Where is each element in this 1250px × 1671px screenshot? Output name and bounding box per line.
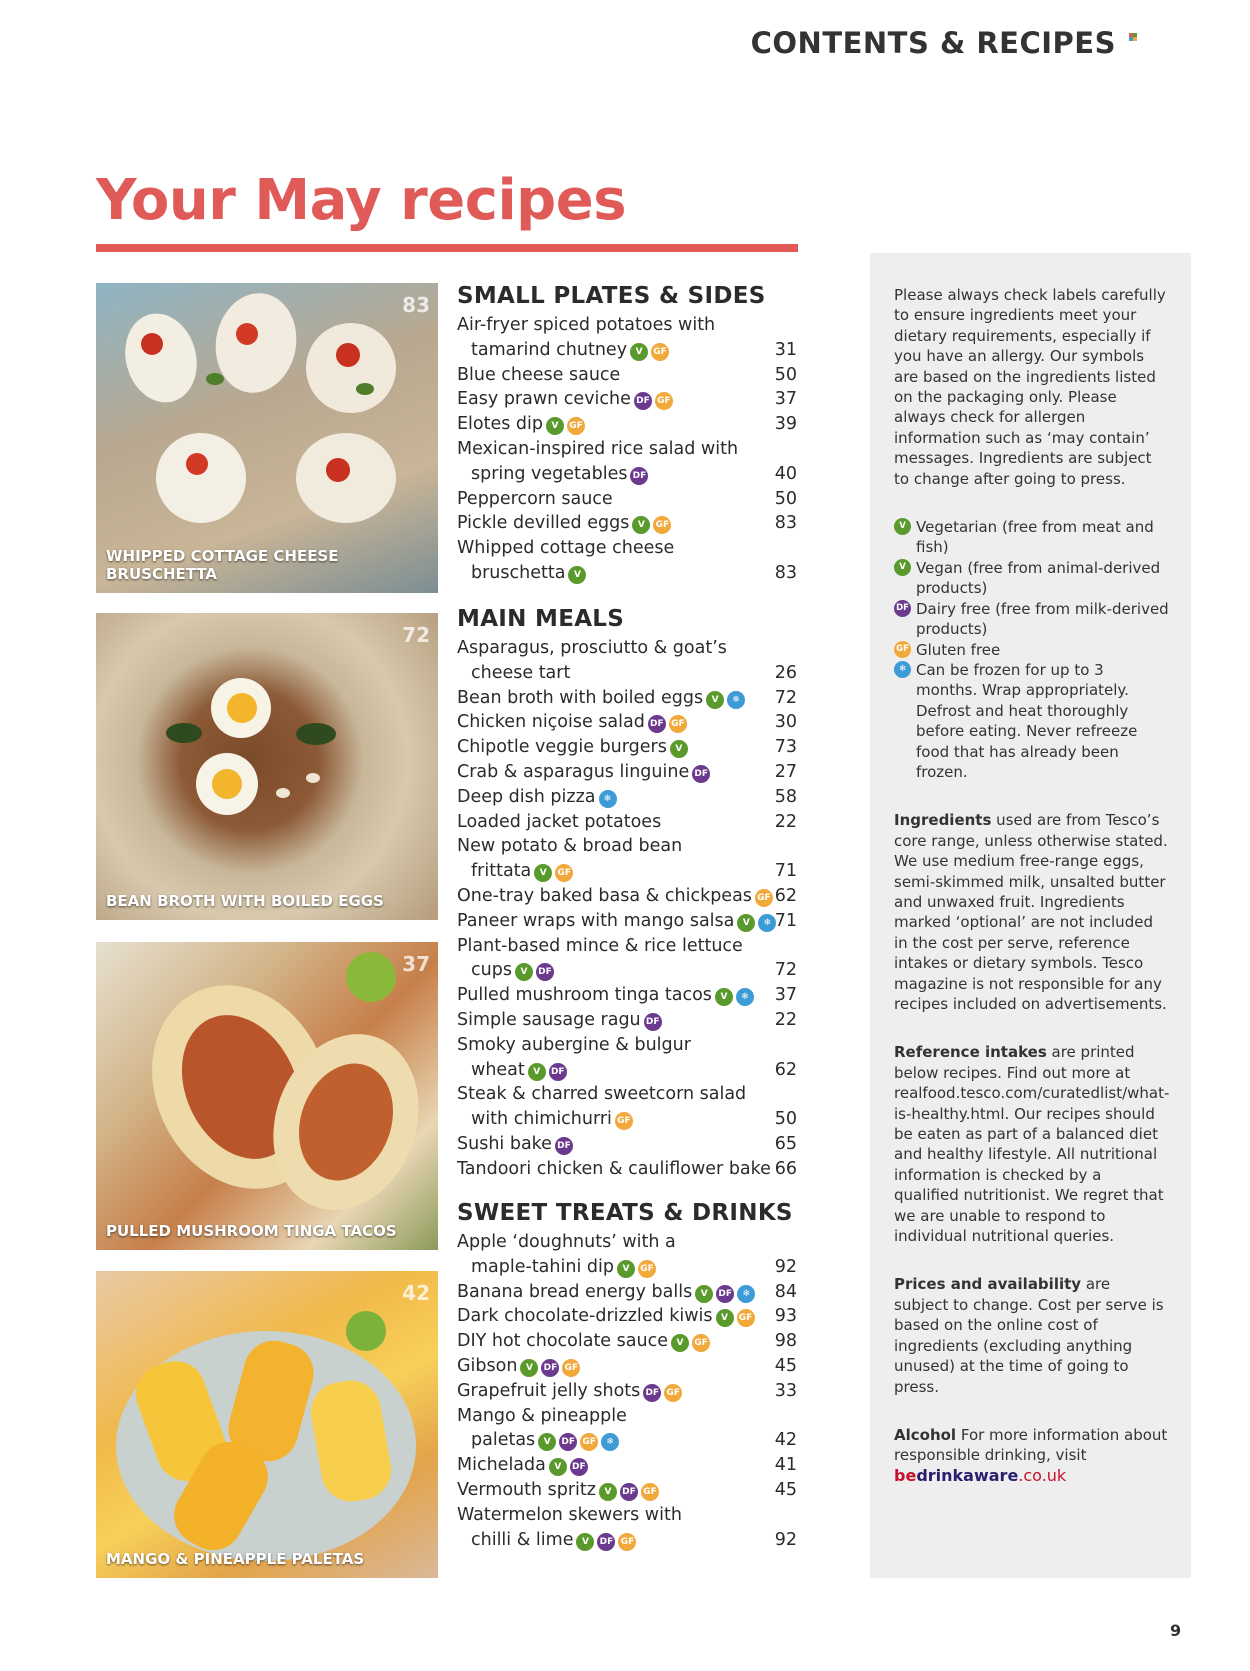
recipe-name: DIY hot chocolate sauce	[457, 1331, 668, 1352]
recipe-entry[interactable]	[457, 536, 797, 586]
dairy-free-icon: DF	[555, 1137, 573, 1155]
gluten-free-icon: GF	[737, 1309, 755, 1327]
gluten-free-icon: GF	[567, 417, 585, 435]
gluten-free-icon: GF	[655, 392, 673, 410]
recipe-page-number: 22	[774, 811, 797, 832]
gluten-free-icon: GF	[618, 1533, 636, 1551]
recipe-page-number: 92	[774, 1256, 797, 1277]
dairy-free-icon: DF	[630, 467, 648, 485]
recipe-entry[interactable]	[457, 785, 797, 810]
photo-paletas	[96, 1271, 438, 1578]
symbol-legend	[894, 517, 1169, 782]
recipe-name: Pickle devilled eggs	[457, 513, 630, 534]
recipe-page-number: 71	[774, 861, 797, 882]
recipe-page-number: 62	[774, 1059, 797, 1080]
recipe-page-number: 62	[774, 885, 797, 906]
vegetarian-icon: V	[670, 740, 688, 758]
recipe-name: Steak & charred sweetcorn salad	[457, 1084, 747, 1105]
recipe-entry[interactable]	[457, 363, 797, 388]
recipe-page-number: 37	[774, 389, 797, 410]
recipe-page-number: 33	[774, 1380, 797, 1401]
vegetarian-icon: V	[546, 417, 564, 435]
ingredients-heading: Ingredients	[894, 811, 992, 830]
dairy-free-icon: DF	[716, 1285, 734, 1303]
recipe-name: Tandoori chicken & cauliflower bake	[457, 1158, 771, 1179]
vegetarian-icon: V	[706, 691, 724, 709]
gluten-free-icon: GF	[669, 715, 687, 733]
section-heading: SMALL PLATES & SIDES	[457, 283, 766, 309]
recipe-name: Plant-based mince & rice lettuce	[457, 935, 743, 956]
alcohol-note	[894, 1425, 1169, 1466]
photo-tinga-tacos	[96, 942, 438, 1250]
info-sidebar	[870, 253, 1191, 1578]
recipe-page-number: 71	[774, 910, 797, 931]
alcohol-text: For more information about responsible drinking, visit	[894, 1425, 1168, 1465]
gluten-free-icon: GF	[664, 1384, 682, 1402]
dairy-free-icon: DF	[536, 963, 554, 981]
recipe-page-number: 84	[774, 1281, 797, 1302]
legend-text: Vegetarian (free from meat and fish)	[916, 518, 1154, 557]
vegetarian-icon: V	[715, 988, 733, 1006]
recipe-page-number: 73	[774, 737, 797, 758]
recipe-entry[interactable]	[457, 710, 797, 735]
recipe-entry[interactable]	[457, 1503, 797, 1553]
photo-bean-broth	[96, 613, 438, 920]
recipe-name: Bean broth with boiled eggs	[457, 687, 704, 708]
reference-intakes-note	[894, 1042, 1169, 1246]
drinkaware-domain: .co.uk	[1018, 1465, 1067, 1485]
section-heading: MAIN MEALS	[457, 606, 625, 632]
vegetarian-icon: V	[632, 516, 650, 534]
dairy-free-icon: DF	[644, 1013, 662, 1031]
recipe-name: Sushi bake	[457, 1133, 552, 1154]
photo-bruschetta	[96, 283, 438, 593]
recipe-entry[interactable]	[457, 1033, 797, 1083]
dairy-free-icon: DF	[648, 715, 666, 733]
recipe-name: Blue cheese sauce	[457, 364, 621, 385]
dairy-free-icon: DF	[692, 765, 710, 783]
recipe-page-number: 50	[774, 1109, 797, 1130]
recipe-name-cont: bruschetta	[471, 562, 566, 583]
recipe-entry[interactable]	[457, 437, 797, 487]
recipe-page-number: 40	[774, 463, 797, 484]
recipe-name: Vermouth spritz	[457, 1479, 596, 1500]
freezable-icon: ❄	[601, 1433, 619, 1451]
legend-row	[894, 660, 1169, 782]
gluten-free-icon: GF	[894, 641, 911, 658]
recipe-name-cont: chilli & lime	[471, 1529, 574, 1550]
recipe-page-number: 72	[774, 687, 797, 708]
recipe-name-cont: spring vegetables	[471, 463, 628, 484]
photo-page-number: 83	[402, 293, 430, 317]
recipe-entry[interactable]	[457, 686, 797, 711]
recipe-entry[interactable]	[457, 487, 797, 512]
recipe-name-cont: paletas	[471, 1430, 536, 1451]
recipe-name: Simple sausage ragu	[457, 1009, 641, 1030]
reference-heading: Reference intakes	[894, 1043, 1047, 1062]
recipe-page-number: 45	[774, 1355, 797, 1376]
recipe-page-number: 26	[774, 662, 797, 683]
alcohol-heading: Alcohol	[894, 1425, 957, 1444]
recipe-name: Smoky aubergine & bulgur	[457, 1034, 691, 1055]
recipe-name: Elotes dip	[457, 414, 544, 435]
recipe-entry[interactable]	[457, 313, 797, 363]
dairy-free-icon: DF	[894, 600, 911, 617]
legend-row	[894, 599, 1169, 640]
dairy-free-icon: DF	[541, 1359, 559, 1377]
legend-text: Dairy free (free from milk-derived products)	[916, 599, 1169, 639]
ingredients-note	[894, 810, 1169, 1014]
vegetarian-icon: V	[568, 566, 586, 584]
dairy-free-icon: DF	[549, 1063, 567, 1081]
legend-text: Gluten free	[916, 640, 1001, 659]
recipe-page-number: 22	[774, 1009, 797, 1030]
recipe-page-number: 45	[774, 1479, 797, 1500]
dairy-free-icon: DF	[643, 1384, 661, 1402]
recipe-name: Paneer wraps with mango salsa	[457, 910, 735, 931]
photo-page-number: 72	[402, 623, 430, 647]
recipe-entry[interactable]	[457, 1157, 797, 1182]
recipe-page-number: 39	[774, 414, 797, 435]
recipe-name: Crab & asparagus linguine	[457, 761, 690, 782]
recipe-page-number: 42	[774, 1430, 797, 1451]
vegetarian-icon: V	[520, 1359, 538, 1377]
recipe-name: Dark chocolate-drizzled kiwis	[457, 1306, 713, 1327]
gluten-free-icon: GF	[555, 864, 573, 882]
recipe-entry[interactable]	[457, 1379, 797, 1404]
recipe-entry[interactable]	[457, 884, 797, 909]
drinkaware-link[interactable]	[894, 1466, 1169, 1486]
page-header-title: CONTENTS & RECIPES	[750, 26, 1116, 60]
recipe-name: Michelada	[457, 1455, 546, 1476]
prices-text: are subject to change. Cost per serve is based on the online cost of ingredients (excluding anything unused) at the time of going to press.	[894, 1275, 1164, 1396]
recipe-entry[interactable]	[457, 810, 797, 835]
recipe-name-cont: cheese tart	[471, 662, 571, 683]
vegetarian-icon: V	[599, 1483, 617, 1501]
recipe-name: Deep dish pizza	[457, 786, 596, 807]
recipe-page-number: 41	[774, 1455, 797, 1476]
drinkaware-be: be	[894, 1465, 917, 1485]
recipe-entry[interactable]	[457, 1354, 797, 1379]
recipe-name: Banana bread energy balls	[457, 1281, 693, 1302]
recipe-page-number: 30	[774, 712, 797, 733]
legend-row	[894, 517, 1169, 558]
recipe-name: Chicken niçoise salad	[457, 712, 645, 733]
recipe-entry[interactable]	[457, 1329, 797, 1354]
section-main-meals	[457, 602, 797, 1182]
gluten-free-icon: GF	[651, 343, 669, 361]
gluten-free-icon: GF	[615, 1112, 633, 1130]
prices-note	[894, 1274, 1169, 1396]
recipe-name: One-tray baked basa & chickpeas	[457, 885, 752, 906]
recipe-name: Air-fryer spiced potatoes with	[457, 315, 716, 335]
recipe-entry[interactable]	[457, 1453, 797, 1478]
legend-text: Vegan (free from animal-derived products)	[916, 558, 1161, 598]
recipe-entry[interactable]	[457, 735, 797, 760]
dairy-free-icon: DF	[620, 1483, 638, 1501]
section-heading: SWEET TREATS & DRINKS	[457, 1200, 793, 1226]
legend-row	[894, 640, 1169, 660]
vegetarian-icon: V	[671, 1334, 689, 1352]
recipe-page-number: 50	[774, 364, 797, 385]
section-small-plates	[457, 279, 797, 586]
freezable-icon: ❄	[736, 988, 754, 1006]
recipe-name: New potato & broad bean	[457, 836, 683, 857]
recipe-page-number: 72	[774, 960, 797, 981]
dairy-free-icon: DF	[559, 1433, 577, 1451]
recipe-page-number: 93	[774, 1306, 797, 1327]
recipe-name: Apple ‘doughnuts’ with a	[457, 1232, 676, 1252]
recipe-page-number: 92	[774, 1529, 797, 1550]
freezable-icon: ❄	[727, 691, 745, 709]
drinkaware-name: drinkaware	[916, 1465, 1019, 1485]
recipe-name-cont: with chimichurri	[471, 1109, 612, 1130]
ingredients-text: used are from Tesco’s core range, unless otherwise stated. We use medium free-range eggs, semi-skimmed milk, unsalted butter and unwaxed fruit. Ingredients marked ‘optional’ are not included in the cost per serve, reference intakes or dietary symbols. Tesco magazine is not responsible for any recipes included on advertisements.	[894, 811, 1168, 1013]
vegetarian-icon: V	[534, 864, 552, 882]
recipe-entry[interactable]	[457, 1008, 797, 1033]
recipe-page-number: 31	[774, 339, 797, 360]
recipe-name: Watermelon skewers with	[457, 1504, 682, 1525]
photo-caption: MANGO & PINEAPPLE PALETAS	[106, 1550, 365, 1568]
recipe-page-number: 58	[774, 786, 797, 807]
legend-text: Can be frozen for up to 3 months. Wrap appropriately. Defrost and heat thoroughly before eating. Never refreeze food that has already been frozen.	[916, 660, 1138, 781]
recipe-name: Grapefruit jelly shots	[457, 1380, 641, 1401]
recipe-entry[interactable]	[457, 1230, 797, 1280]
recipe-name: Gibson	[457, 1355, 518, 1376]
vegetarian-icon: V	[716, 1309, 734, 1327]
check-labels-note: Please always check labels carefully to ensure ingredients meet your dietary requirements, especially if you have an allergy. Our symbols are based on the ingredients listed on the packaging only. Please always check for allergen information such as ‘may contain’ messages. Ingredients are subject to change after going to press.	[894, 286, 1166, 488]
recipe-name: Loaded jacket potatoes	[457, 811, 662, 832]
recipe-entry[interactable]	[457, 1280, 797, 1305]
recipe-entry[interactable]	[457, 760, 797, 785]
recipe-name: Chipotle veggie burgers	[457, 737, 667, 758]
vegetarian-icon: V	[695, 1285, 713, 1303]
freezable-icon: ❄	[894, 661, 911, 678]
recipe-entry[interactable]	[457, 387, 797, 412]
gluten-free-icon: GF	[562, 1359, 580, 1377]
recipe-entry[interactable]	[457, 1478, 797, 1503]
freezable-icon: ❄	[599, 790, 617, 808]
vegetarian-icon: V	[894, 518, 911, 535]
recipe-entry[interactable]	[457, 1132, 797, 1157]
recipe-entry[interactable]	[457, 983, 797, 1008]
gluten-free-icon: GF	[641, 1483, 659, 1501]
recipe-name: Mexican-inspired rice salad with	[457, 438, 739, 459]
recipe-name-cont: tamarind chutney	[471, 339, 628, 360]
vegetarian-icon: V	[617, 1260, 635, 1278]
recipe-page-number: 66	[774, 1158, 797, 1179]
recipe-name: Easy prawn ceviche	[457, 389, 631, 410]
recipe-page-number: 65	[774, 1133, 797, 1154]
recipe-name-cont: cups	[471, 960, 512, 981]
page-title: Your May recipes	[96, 168, 627, 233]
recipe-page-number: 83	[774, 562, 797, 583]
vegetarian-icon: V	[515, 963, 533, 981]
gluten-free-icon: GF	[638, 1260, 656, 1278]
recipe-page-number: 98	[774, 1331, 797, 1352]
photo-caption: PULLED MUSHROOM TINGA TACOS	[106, 1222, 397, 1240]
freezable-icon: ❄	[737, 1285, 755, 1303]
recipe-name-cont: frittata	[471, 861, 532, 882]
section-sweet-treats	[457, 1196, 797, 1552]
recipe-page-number: 27	[774, 761, 797, 782]
vegetarian-icon: V	[894, 559, 911, 576]
gluten-free-icon: GF	[653, 516, 671, 534]
gluten-free-icon: GF	[755, 889, 773, 907]
vegetarian-icon: V	[576, 1533, 594, 1551]
freezable-icon: ❄	[758, 914, 776, 932]
corner-mark-icon	[1129, 33, 1137, 41]
vegetarian-icon: V	[549, 1458, 567, 1476]
recipe-name-cont: wheat	[471, 1059, 525, 1080]
recipe-entry[interactable]	[457, 412, 797, 437]
gluten-free-icon: GF	[580, 1433, 598, 1451]
page-number: 9	[1170, 1621, 1182, 1640]
reference-text: are printed below recipes. Find out more at realfood.tesco.com/curatedlist/what-is-healthy.html. Our recipes should be eaten as part of a balanced diet and healthy lifestyle. All nutritional information is checked by a qualified nutritionist. We regret that we are unable to respond to individual nutritional queries.	[894, 1043, 1170, 1246]
vegetarian-icon: V	[630, 343, 648, 361]
dairy-free-icon: DF	[570, 1458, 588, 1476]
photo-caption: WHIPPED COTTAGE CHEESE BRUSCHETTA	[106, 547, 339, 583]
recipe-name: Whipped cottage cheese	[457, 538, 675, 559]
recipe-page-number: 83	[774, 513, 797, 534]
vegetarian-icon: V	[737, 914, 755, 932]
title-rule	[96, 244, 798, 252]
recipe-page-number: 50	[774, 488, 797, 509]
recipe-name: Asparagus, prosciutto & goat’s	[457, 638, 727, 658]
recipe-page-number: 37	[774, 985, 797, 1006]
recipe-entry[interactable]	[457, 934, 797, 984]
recipe-name-cont: maple-tahini dip	[471, 1256, 614, 1277]
recipe-name: Pulled mushroom tinga tacos	[457, 985, 712, 1006]
dairy-free-icon: DF	[597, 1533, 615, 1551]
legend-row	[894, 558, 1169, 599]
photo-page-number: 42	[402, 1281, 430, 1305]
photo-caption: BEAN BROTH WITH BOILED EGGS	[106, 892, 384, 910]
prices-heading: Prices and availability	[894, 1275, 1082, 1294]
recipe-entry[interactable]	[457, 1404, 797, 1454]
recipe-entry[interactable]	[457, 909, 797, 934]
vegetarian-icon: V	[538, 1433, 556, 1451]
recipe-entry[interactable]	[457, 834, 797, 884]
gluten-free-icon: GF	[692, 1334, 710, 1352]
recipe-entry[interactable]	[457, 636, 797, 686]
recipe-name: Peppercorn sauce	[457, 488, 613, 509]
recipe-entry[interactable]	[457, 1304, 797, 1329]
recipe-entry[interactable]	[457, 1082, 797, 1132]
recipe-name: Mango & pineapple	[457, 1405, 627, 1426]
vegetarian-icon: V	[528, 1063, 546, 1081]
photo-page-number: 37	[402, 952, 430, 976]
dairy-free-icon: DF	[634, 392, 652, 410]
recipe-entry[interactable]	[457, 511, 797, 536]
